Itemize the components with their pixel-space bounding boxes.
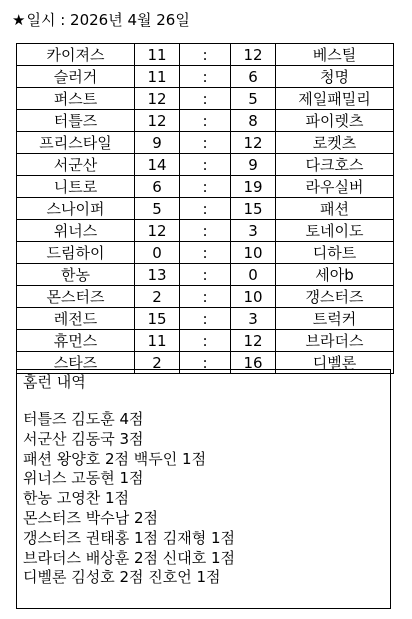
list-item: 패션 왕양호 2점 백두인 1점	[23, 449, 207, 468]
score-separator: :	[180, 132, 231, 154]
away-score: 9	[231, 154, 276, 176]
home-score: 14	[135, 154, 180, 176]
score-separator: :	[180, 264, 231, 286]
home-team: 드림하이	[17, 242, 135, 264]
away-team: 다크호스	[276, 154, 394, 176]
away-team: 파이렛츠	[276, 110, 394, 132]
home-team: 퍼스트	[17, 88, 135, 110]
list-item: 위너스 고동현 1점	[23, 469, 144, 488]
home-team: 서군산	[17, 154, 135, 176]
away-score: 12	[231, 330, 276, 352]
score-separator: :	[180, 352, 231, 374]
home-score: 2	[135, 352, 180, 374]
away-score: 8	[231, 110, 276, 132]
home-score: 11	[135, 330, 180, 352]
star-icon: ★	[12, 11, 26, 29]
home-score: 5	[135, 198, 180, 220]
away-score: 3	[231, 220, 276, 242]
home-team: 스나이퍼	[17, 198, 135, 220]
home-team: 프리스타일	[17, 132, 135, 154]
home-team: 슬러거	[17, 66, 135, 88]
home-run-box	[16, 369, 391, 609]
score-separator: :	[180, 198, 231, 220]
home-score: 11	[135, 44, 180, 66]
away-team: 로켓츠	[276, 132, 394, 154]
table-row	[17, 286, 394, 308]
table-row	[17, 308, 394, 330]
home-team: 스타즈	[17, 352, 135, 374]
score-separator: :	[180, 330, 231, 352]
away-team: 베스틸	[276, 44, 394, 66]
away-score: 3	[231, 308, 276, 330]
home-team: 한농	[17, 264, 135, 286]
score-separator: :	[180, 110, 231, 132]
list-item: 갱스터즈 권태홍 1점 김재형 1점	[23, 528, 236, 547]
away-score: 6	[231, 66, 276, 88]
home-score: 12	[135, 220, 180, 242]
score-separator: :	[180, 286, 231, 308]
score-separator: :	[180, 66, 231, 88]
table-row	[17, 198, 394, 220]
score-table-body	[17, 44, 394, 374]
home-team: 니트로	[17, 176, 135, 198]
home-score: 9	[135, 132, 180, 154]
home-score: 2	[135, 286, 180, 308]
score-separator: :	[180, 220, 231, 242]
score-separator: :	[180, 154, 231, 176]
home-team: 휴먼스	[17, 330, 135, 352]
home-team: 몬스터즈	[17, 286, 135, 308]
home-team: 카이져스	[17, 44, 135, 66]
away-team: 트럭커	[276, 308, 394, 330]
table-row	[17, 88, 394, 110]
list-item: 브라더스 배상훈 2점 신대호 1점	[23, 548, 236, 567]
away-team: 토네이도	[276, 220, 394, 242]
home-team: 위너스	[17, 220, 135, 242]
home-team: 터틀즈	[17, 110, 135, 132]
home-score: 0	[135, 242, 180, 264]
away-score: 19	[231, 176, 276, 198]
home-score: 12	[135, 110, 180, 132]
list-item: 서군산 김동국 3점	[23, 429, 144, 448]
away-team: 청명	[276, 66, 394, 88]
home-score: 11	[135, 66, 180, 88]
away-score: 12	[231, 132, 276, 154]
home-score: 6	[135, 176, 180, 198]
away-team: 라우실버	[276, 176, 394, 198]
away-score: 5	[231, 88, 276, 110]
table-row	[17, 220, 394, 242]
home-score: 13	[135, 264, 180, 286]
score-separator: :	[180, 176, 231, 198]
table-row	[17, 44, 394, 66]
table-row	[17, 132, 394, 154]
table-row	[17, 264, 394, 286]
away-team: 브라더스	[276, 330, 394, 352]
away-team: 갱스터즈	[276, 286, 394, 308]
away-score: 15	[231, 198, 276, 220]
away-team: 디벨론	[276, 352, 394, 374]
table-row	[17, 176, 394, 198]
table-row	[17, 242, 394, 264]
away-score: 0	[231, 264, 276, 286]
list-item: 한농 고영찬 1점	[23, 489, 130, 508]
table-row	[17, 154, 394, 176]
score-separator: :	[180, 88, 231, 110]
table-row	[17, 66, 394, 88]
list-item: 터틀즈 김도훈 4점	[23, 410, 144, 428]
away-team: 디하트	[276, 242, 394, 264]
table-row	[17, 330, 394, 352]
score-table	[16, 43, 394, 374]
away-team: 세아b	[276, 264, 394, 286]
score-separator: :	[180, 44, 231, 66]
home-score: 12	[135, 88, 180, 110]
home-team: 레전드	[17, 308, 135, 330]
home-score: 15	[135, 308, 180, 330]
table-row	[17, 110, 394, 132]
date-text: 일시 : 2026년 4월 26일	[26, 11, 190, 29]
away-score: 10	[231, 286, 276, 308]
score-separator: :	[180, 242, 231, 264]
away-score: 10	[231, 242, 276, 264]
away-team: 제일패밀리	[276, 88, 394, 110]
list-item: 디벨론 김성호 2점 진호언 1점	[23, 568, 221, 587]
away-score: 16	[231, 352, 276, 374]
score-separator: :	[180, 308, 231, 330]
away-team: 패션	[276, 198, 394, 220]
home-run-list	[23, 410, 235, 588]
home-run-title: 홈런 내역	[23, 373, 86, 391]
away-score: 12	[231, 44, 276, 66]
list-item: 몬스터즈 박수남 2점	[23, 508, 159, 527]
date-heading	[12, 9, 190, 30]
